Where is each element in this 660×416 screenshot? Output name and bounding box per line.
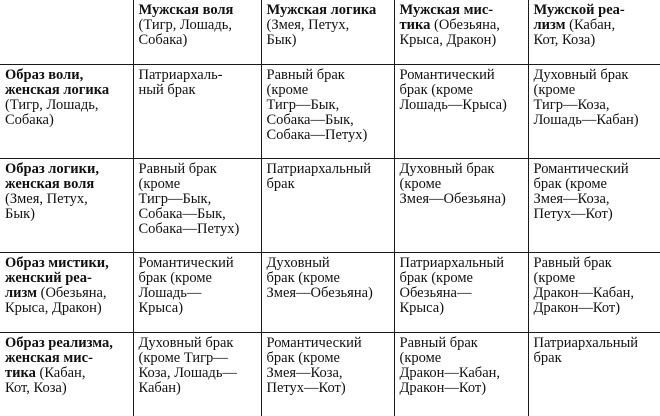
table-row: [0, 252, 660, 332]
row-signs: (Кабан, Кот, Коза): [5, 364, 86, 396]
header-signs: (Обезьяна, Крыса, Дракон): [399, 17, 500, 48]
row-header-logic: [0, 158, 133, 252]
cell: Духовный брак (кроме Тигр—Коза, Лошадь—Кабан): [528, 64, 660, 158]
row-title: Образ мистики, женский реа- лизм: [5, 254, 109, 301]
row-header-mysticism: [0, 252, 133, 332]
header-male-realism: [528, 0, 660, 64]
cell: Духовный брак (кроме Змея—Обезьяна): [394, 158, 528, 252]
row-title: Образ логики, женская воля: [5, 160, 99, 192]
cell: Романтический брак (кроме Лошадь— Крыса): [133, 252, 261, 332]
cell: Романтический брак (кроме Змея—Коза, Петух—Кот): [261, 332, 394, 416]
cell: Патриархальный брак (кроме Обезьяна— Крыса): [394, 252, 528, 332]
header-title: Мужская логика: [266, 2, 377, 18]
header-signs: (Тигр, Лошадь, Собака): [138, 17, 232, 48]
header-male-will: [133, 0, 261, 64]
header-signs: (Кабан, Кот, Коза): [533, 17, 616, 48]
cell: Равный брак (кроме Дракон—Кабан, Дракон—Кот): [394, 332, 528, 416]
cell: Патриархальный брак: [261, 158, 394, 252]
cell: Духовный брак (кроме Тигр— Коза, Лошадь— Кабан): [133, 332, 261, 416]
cell: Романтический брак (кроме Змея—Коза, Петух—Кот): [528, 158, 660, 252]
cell: Равный брак (кроме Дракон—Кабан, Дракон—Кот): [528, 252, 660, 332]
cell: Равный брак (кроме Тигр—Бык, Собака—Бык, Собака—Петух): [261, 64, 394, 158]
header-male-logic: [261, 0, 394, 64]
cell: Равный брак (кроме Тигр—Бык, Собака—Бык, Собака—Петух): [133, 158, 261, 252]
header-male-mysticism: [394, 0, 528, 64]
cell: Духовный брак (кроме Змея—Обезьяна): [261, 252, 394, 332]
row-signs: (Тигр, Лошадь, Собака): [5, 96, 99, 128]
row-title: Образ воли, женская логика: [5, 66, 110, 98]
cell: Романтический брак (кроме Лошадь—Крыса): [394, 64, 528, 158]
corner-cell: [0, 0, 133, 64]
header-row: [0, 0, 660, 64]
table-row: [0, 64, 660, 158]
header-signs: (Змея, Петух, Бык): [266, 17, 350, 48]
row-header-will: [0, 64, 133, 158]
cell: Патриархальный брак: [528, 332, 660, 416]
table-row: [0, 332, 660, 416]
header-title: Мужской реа- лизм: [533, 2, 625, 33]
header-title: Мужская воля: [138, 2, 234, 18]
row-signs: (Змея, Петух, Бык): [5, 190, 88, 222]
header-title: Мужская мис- тика: [399, 2, 494, 33]
row-title: Образ реализма, женская мис- тика: [5, 334, 113, 381]
row-header-realism: [0, 332, 133, 416]
row-signs: (Обезьяна, Крыса, Дракон): [5, 284, 107, 316]
table-row: [0, 158, 660, 252]
cell: Патриархаль- ный брак: [133, 64, 261, 158]
